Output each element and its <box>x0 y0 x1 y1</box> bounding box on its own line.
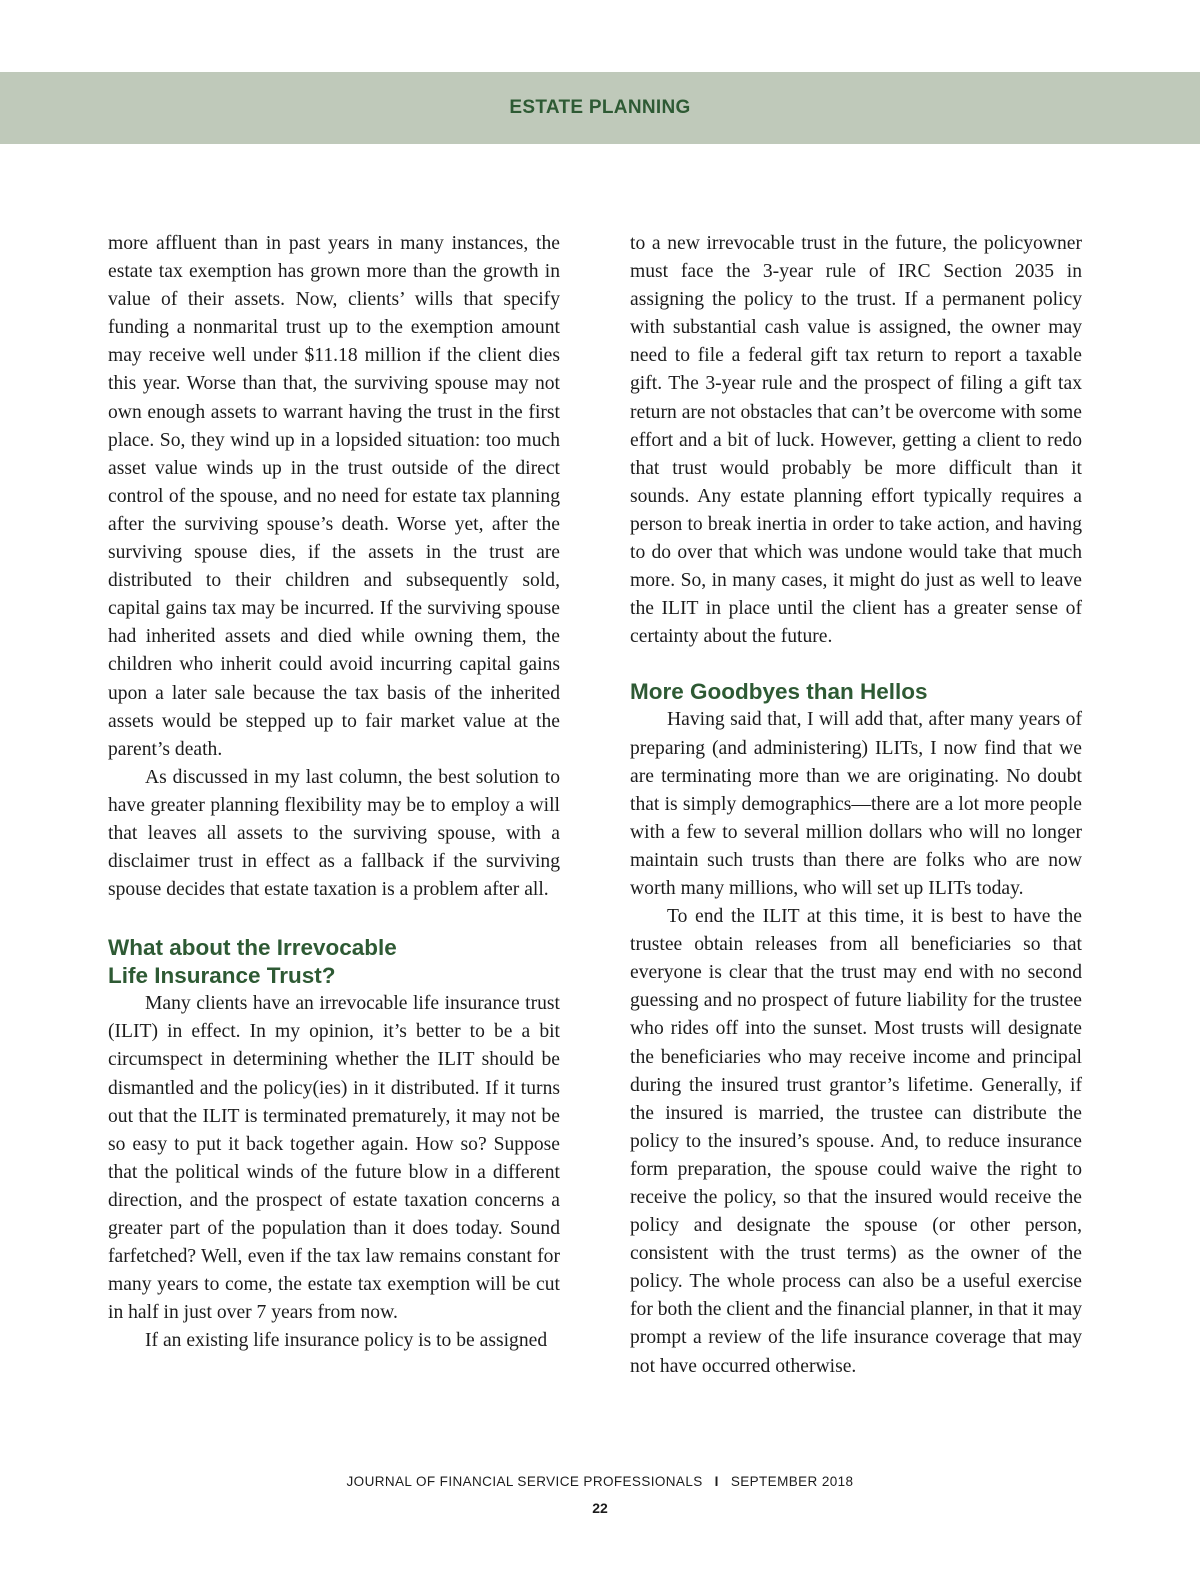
paragraph: to a new irrevocable trust in the future, the policyowner must face the 3-year rule of IRC Section 2035 in assigning the policy to the trust. If a permanent policy with substantial cash value is assigned, the owner may need to file a federal gift tax return to report a taxable gift. The 3-year rule and the prospect of filing a gift tax return are not obstacles that can’t be overcome with some effort and a bit of luck. However, getting a client to redo that trust would probably be more difficult than it sounds. Any estate planning effort typically requires a person to break inertia in order to take action, and having to do over that which was undone would take that much more. So, in many cases, it might do just as well to leave the ILIT in place until the client has a greater sense of certainty about the future. <box>630 233 1082 648</box>
left-column <box>108 230 560 1355</box>
paragraph: more affluent than in past years in many instances, the estate tax exemption has grown more than the growth in value of their assets. Now, clients’ wills that specify funding a nonmarital trust up to the exemption amount may receive well under $11.18 million if the client dies this year. Worse than that, the surviving spouse may not own enough assets to warrant having the trust in the first place. So, they wind up in a lopsided situation: too much asset value winds up in the trust outside of the direct control of the spouse, and no need for estate tax planning after the surviving spouse’s death. Worse yet, after the surviving spouse dies, if the assets in the trust are distributed to their children and subsequently sold, capital gains tax may be incurred. If the surviving spouse had inherited assets and died while owning them, the children who inherit could avoid incurring capital gains upon a later sale because the tax basis of the inherited assets would be stepped up to fair market value at the parent’s death. <box>108 233 560 760</box>
paragraph: If an existing life insurance policy is to be assigned <box>145 1330 548 1352</box>
heading-line: What about the Irrevocable <box>108 935 397 961</box>
paragraph: Having said that, I will add that, after many years of preparing (and administering) ILITs, I now find that we are terminating more than we are originating. No doubt that is simply demographics—there are a lot more people with a few to several million dollars who will no longer maintain such trusts than there are folks who are now worth many millions, who will set up ILITs today. <box>630 709 1082 899</box>
right-column <box>630 230 1082 1381</box>
section-banner <box>0 72 1200 144</box>
section-heading-goodbyes: More Goodbyes than Hellos <box>630 679 928 705</box>
issue-date: SEPTEMBER 2018 <box>730 1474 854 1489</box>
paragraph: Many clients have an irrevocable life insurance trust (ILIT) in effect. In my opinion, it’s better to be a bit circumspect in determining whether the ILIT should be dismantled and the policy(ies) in it distributed. If it turns out that the ILIT is terminated prematurely, it may not be so easy to put it back together again. How so? Suppose that the political winds of the future blow in a different direction, and the prospect of estate taxation concerns a greater part of the population than it does today. Sound farfetched? Well, even if the tax law remains constant for many years to come, the estate tax exemption will be cut in half in just over 7 years from now. <box>108 993 560 1324</box>
journal-name: JOURNAL OF FINANCIAL SERVICE PROFESSIONALS <box>346 1474 703 1489</box>
section-heading-ilit <box>108 934 560 990</box>
footer-separator: I <box>714 1474 719 1489</box>
footer-journal-line <box>0 1474 1200 1489</box>
heading-line: Life Insurance Trust? <box>108 963 336 989</box>
paragraph: To end the ILIT at this time, it is best to have the trustee obtain releases from all beneficiaries so that everyone is clear that the trust may end with no second guessing and no prospect of future liability for the trustee who rides off into the sunset. Most trusts will designate the beneficiaries who may receive income and principal during the insured trust grantor’s lifetime. Generally, if the insured is married, the trustee can distribute the policy to the insured’s spouse. And, to reduce insurance form preparation, the spouse could waive the right to receive the policy, so that the insured would receive the policy and designate the spouse (or other person, consistent with the trust terms) as the owner of the policy. The whole process can also be a useful exercise for both the client and the financial planner, in that it may prompt a review of the life insurance coverage that may not have occurred otherwise. <box>630 906 1082 1377</box>
paragraph: As discussed in my last column, the best solution to have greater planning flexibility may be to employ a will that leaves all assets to the surviving spouse, with a disclaimer trust in effect as a fallback if the surviving spouse decides that estate taxation is a problem after all. <box>108 766 560 901</box>
section-title: ESTATE PLANNING <box>509 97 691 118</box>
page-number: 22 <box>592 1500 608 1516</box>
